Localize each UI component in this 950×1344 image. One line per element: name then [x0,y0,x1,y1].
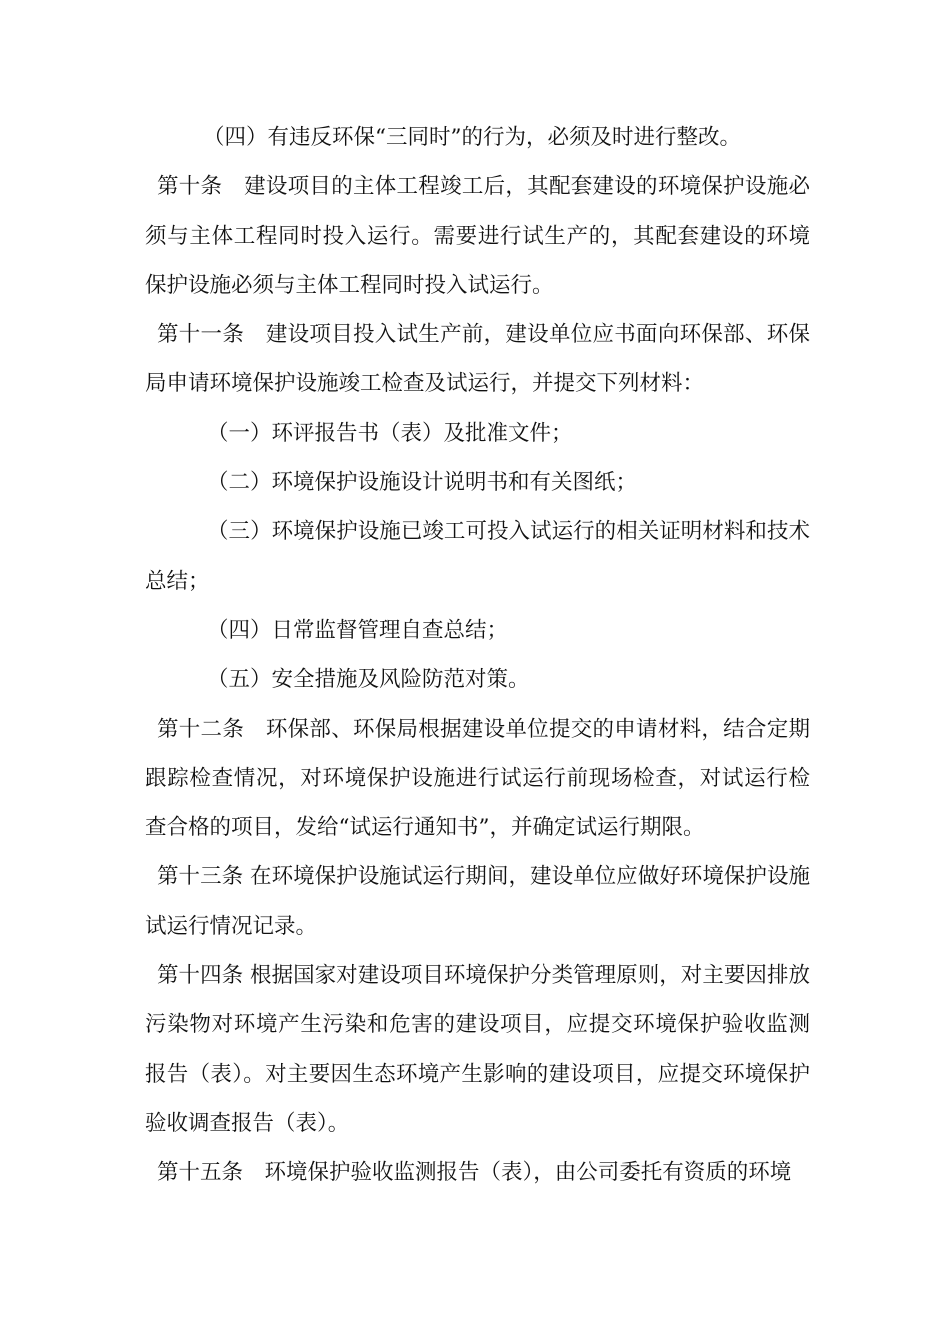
article-14: 第十四条 根据国家对建设项目环境保护分类管理原则，对主要因排放污染物对环境产生污染和危害的建设项目，应提交环境保护验收监测报告（表）。对主要因生态环境产生影响的建设项目，应提交环境保护验收调查报告（表）。 [145,963,810,1136]
list-item-4: （四）日常监督管理自查总结； [207,617,509,643]
article-11: 第十一条 建设项目投入试生产前，建设单位应书面向环保部、环保局申请环境保护设施竣工检查及试运行，并提交下列材料： [145,322,810,397]
article-10: 第十条 建设项目的主体工程竣工后，其配套建设的环境保护设施必须与主体工程同时投入运行。需要进行试生产的，其配套建设的环境保护设施必须与主体工程同时投入试运行。 [145,174,810,298]
article-12: 第十二条 环保部、环保局根据建设单位提交的申请材料，结合定期跟踪检查情况，对环境保护设施进行试运行前现场检查，对试运行检查合格的项目，发给“试运行通知书”，并确定试运行期限。 [145,716,810,841]
document-body [145,113,810,1198]
list-item-3: （三）环境保护设施已竣工可投入试运行的相关证明材料和技术总结； [145,519,810,594]
article-13: 第十三条 在环境保护设施试运行期间，建设单位应做好环境保护设施试运行情况记录。 [145,864,810,939]
item-paragraph-4: （四）有违反环保“三同时”的行为，必须及时进行整改。 [203,125,741,150]
list-item-2: （二）环境保护设施设计说明书和有关图纸； [207,470,638,496]
list-item-1: （一）环评报告书（表）及批准文件； [207,420,573,446]
list-item-5: （五）安全措施及风险防范对策。 [207,667,530,693]
article-15: 第十五条 环境保护验收监测报告（表），由公司委托有资质的环境 [157,1160,792,1186]
